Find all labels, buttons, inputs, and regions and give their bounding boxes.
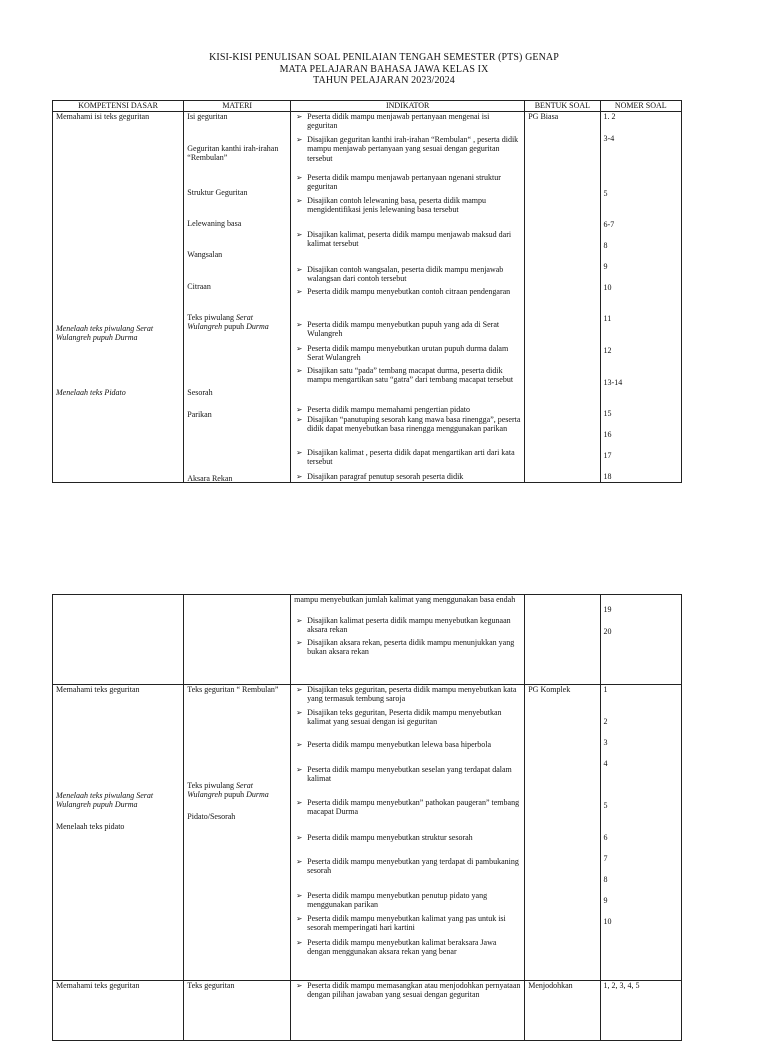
indikator-item: ➢ Disajikan contoh lelewaning basa, peserta didik mampu mengidentifikasi jenis lelewaning basa tersebut [296,196,486,215]
bullet-arrow-icon: ➢ [296,320,303,329]
indikator-item: ➢ Peserta didik mampu menjawab pertanyaan ngenani struktur geguritan [296,173,501,192]
nomer-item: 1 [603,685,608,694]
kd-item: Menelaah teks piwulang Serat Wulangreh pupuh Durma [56,324,154,343]
indikator-item: ➢ Peserta didik mampu menyebutkan urutan pupuh durma dalam Serat Wulangreh [296,344,509,363]
bullet-arrow-icon: ➢ [296,891,303,900]
bullet-arrow-icon: ➢ [296,287,303,296]
indikator-cell [291,595,525,685]
kd-item: Menelaah teks piwulang Serat Wulangreh pupuh Durma [56,791,154,810]
indikator-item: ➢ Disajikan teks geguritan, peserta didik mampu menyebutkan kata yang termasuk tembung saroja [296,685,517,704]
indikator-item: ➢ Peserta didik mampu menyebutkan pupuh yang ada di Serat Wulangreh [296,320,500,339]
nomer-item: 15 [603,409,612,418]
bullet-arrow-icon: ➢ [296,415,303,424]
nomer-item: 9 [603,262,608,271]
nomer-item: 4 [603,759,608,768]
bullet-arrow-icon: ➢ [296,798,303,807]
indikator-item: ➢ Disajikan “panutuping sesorah kang mawa basa rinengga”, peserta didik dapat menyebutkan basa rinengga menggunakan parikan [296,415,521,434]
kd-item: Memahami teks geguritan [56,685,140,694]
materi-item: Aksara Rekan [187,474,233,483]
kisi-kisi-table-page-2 [52,594,682,1041]
bullet-arrow-icon: ➢ [296,638,303,647]
table-row [53,685,682,981]
nomer-item: 10 [603,283,612,292]
materi-item: Parikan [187,410,212,419]
materi-item: Lelewaning basa [187,219,242,228]
indikator-item: ➢ Disajikan kalimat peserta didik mampu menyebutkan kegunaan aksara rekan [296,616,511,635]
kd-cell: Memahami teks geguritan [53,981,184,1041]
bullet-arrow-icon: ➢ [296,135,303,144]
bullet-arrow-icon: ➢ [296,833,303,842]
materi-cell [184,112,291,483]
nomer-item: 5 [603,801,608,810]
header-bentuk-soal: BENTUK SOAL [525,101,600,112]
nomer-item: 6 [603,833,608,842]
materi-item: Sesorah [187,388,213,397]
nomer-item: 19 [603,605,612,614]
nomer-item: 12 [603,346,612,355]
nomer-item: 8 [603,241,608,250]
indikator-cell [291,112,525,483]
kd-item: Menelaah teks pidato [56,822,125,831]
bullet-arrow-icon: ➢ [296,616,303,625]
indikator-item: ➢ Peserta didik mampu menyebutkan kalimat beraksara Jawa dengan menggunakan aksara rekan yang benar [296,938,497,957]
indikator-item: ➢ Disajikan satu “pada” tembang macapat durma, peserta didik mampu mengartikan satu “gatra” dari tembang macapat tersebut [296,366,514,385]
bullet-arrow-icon: ➢ [296,938,303,947]
nomer-item: 18 [603,472,612,481]
bullet-arrow-icon: ➢ [296,366,303,375]
bullet-arrow-icon: ➢ [296,981,303,990]
title-line-2: MATA PELAJARAN BAHASA JAWA KELAS IX [279,63,489,75]
materi-item: Wangsalan [187,250,223,259]
header-nomer-soal: NOMER SOAL [600,101,681,112]
nomer-item: 17 [603,451,612,460]
indikator-item: ➢ Disajikan aksara rekan, peserta didik mampu menunjukkan yang bukan aksara rekan [296,638,515,657]
indikator-item: ➢ Peserta didik mampu menyebutkan” pathokan paugeran” tembang macapat Durma [296,798,520,817]
indikator-item: ➢ Peserta didik mampu menyebutkan penutup pidato yang menggunakan parikan [296,891,488,910]
title-line-1: KISI-KISI PENULISAN SOAL PENILAIAN TENGAH SEMESTER (PTS) GENAP [209,52,559,63]
nomer-item: 3-4 [603,134,615,143]
indikator-item: ➢ Peserta didik mampu menyebutkan yang terdapat di pambukaning sesorah [296,857,519,876]
title-line-3: TAHUN PELAJARAN 2023/2024 [313,75,455,86]
nomer-item: 11 [603,314,612,323]
materi-item: Teks geguritan “ Rembulan” [187,685,279,694]
indikator-item: ➢ Peserta didik mampu memasangkan atau menjodohkan pernyataan dengan pilihan jawaban yang sesuai dengan geguritan [296,981,521,1000]
materi-item: Teks piwulang Serat Wulangreh pupuh Durma [187,313,269,332]
document-title [0,52,768,87]
materi-cell [184,685,291,981]
bentuk-soal-value: PG Biasa [528,112,559,121]
table-header-row [53,101,682,112]
bullet-arrow-icon: ➢ [296,173,303,182]
indikator-item: ➢ Disajikan contoh wangsalan, peserta didik mampu menjawab walangsan dari contoh tersebut [296,265,504,284]
kd-cell [53,112,184,483]
nomer-item: 13-14 [603,378,623,387]
materi-cell: Teks geguritan [184,981,291,1041]
nomer-soal-cell: 1, 2, 3, 4, 5 [600,981,681,1041]
nomer-item: 3 [603,738,608,747]
header-indikator: INDIKATOR [291,101,525,112]
bullet-arrow-icon: ➢ [296,685,303,694]
indikator-continued-text: mampu menyebutkan jumlah kalimat yang menggunakan basa endah [294,595,516,604]
header-kompetensi-dasar: KOMPETENSI DASAR [53,101,184,112]
nomer-item: 20 [603,627,612,636]
bullet-arrow-icon: ➢ [296,914,303,923]
kd-item: Memahami isi teks geguritan [56,112,150,121]
indikator-item: ➢ Disajikan paragraf penutup sesorah peserta didik [296,472,464,481]
bullet-arrow-icon: ➢ [296,405,303,414]
indikator-cell [291,685,525,981]
bullet-arrow-icon: ➢ [296,112,303,121]
indikator-item: ➢ Peserta didik mampu menyebutkan struktur sesorah [296,833,473,842]
indikator-item: ➢ Peserta didik mampu menyebutkan seselan yang terdapat dalam kalimat [296,765,512,784]
nomer-item: 10 [603,917,612,926]
nomer-item: 7 [603,854,608,863]
kd-item: Menelaah teks Pidato [56,388,126,397]
bullet-arrow-icon: ➢ [296,708,303,717]
nomer-item: 9 [603,896,608,905]
nomer-soal-cell [600,685,681,981]
nomer-soal-cell [600,595,681,685]
indikator-item: ➢ Disajikan teks geguritan, Peserta didik mampu menyebutkan kalimat yang sesuai dengan isi geguritan [296,708,502,727]
table-row [53,595,682,685]
materi-item: Struktur Geguritan [187,188,248,197]
bentuk-soal-value: PG Komplek [528,685,571,694]
indikator-item: ➢ Peserta didik mampu menyebutkan lelewa basa hiperbola [296,740,492,749]
nomer-item: 2 [603,717,608,726]
indikator-item: ➢ Disajikan kalimat , peserta didik dapat mengartikan arti dari kata tersebut [296,448,515,467]
bullet-arrow-icon: ➢ [296,740,303,749]
bullet-arrow-icon: ➢ [296,857,303,866]
bullet-arrow-icon: ➢ [296,765,303,774]
indikator-item: ➢ Peserta didik mampu menyebutkan kalimat yang pas untuk isi sesorah memperingati hari kartini [296,914,506,933]
bullet-arrow-icon: ➢ [296,448,303,457]
bentuk-soal-cell [525,112,600,483]
kisi-kisi-table-page-1 [52,100,682,483]
nomer-item: 16 [603,430,612,439]
materi-item: Teks piwulang Serat Wulangreh pupuh Durma [187,781,269,800]
bullet-arrow-icon: ➢ [296,344,303,353]
bullet-arrow-icon: ➢ [296,196,303,205]
nomer-soal-cell [600,112,681,483]
indikator-item: ➢ Peserta didik mampu menyebutkan contoh citraan pendengaran [296,287,511,296]
bullet-arrow-icon: ➢ [296,265,303,274]
table-row [53,112,682,483]
indikator-item: ➢ Peserta didik mampu menjawab pertanyaan mengenai isi geguritan [296,112,490,131]
materi-item: Geguritan kanthi irah-irahan “Rembulan” [187,144,279,163]
kd-cell [53,685,184,981]
indikator-cell [291,981,525,1041]
bentuk-soal-cell: Menjodohkan [525,981,600,1041]
indikator-item: ➢ Peserta didik mampu memahami pengertian pidato [296,405,470,414]
nomer-item: 6-7 [603,220,615,229]
table-row [53,981,682,1041]
nomer-item: 1. 2 [603,112,616,121]
indikator-item: ➢ Disajikan geguritan kanthi irah-irahan “Rembulan“ , peserta didik mampu menjawab pertanyaan yang sesuai dengan geguritan tersebut [296,135,519,163]
bullet-arrow-icon: ➢ [296,472,303,481]
materi-item: Pidato/Sesorah [187,812,236,821]
materi-item: Citraan [187,282,211,291]
bullet-arrow-icon: ➢ [296,230,303,239]
nomer-item: 8 [603,875,608,884]
indikator-item: ➢ Disajikan kalimat, peserta didik mampu menjawab maksud dari kalimat tersebut [296,230,512,249]
materi-item: Isi geguritan [187,112,228,121]
nomer-item: 5 [603,189,608,198]
bentuk-soal-cell [525,685,600,981]
header-materi: MATERI [184,101,291,112]
